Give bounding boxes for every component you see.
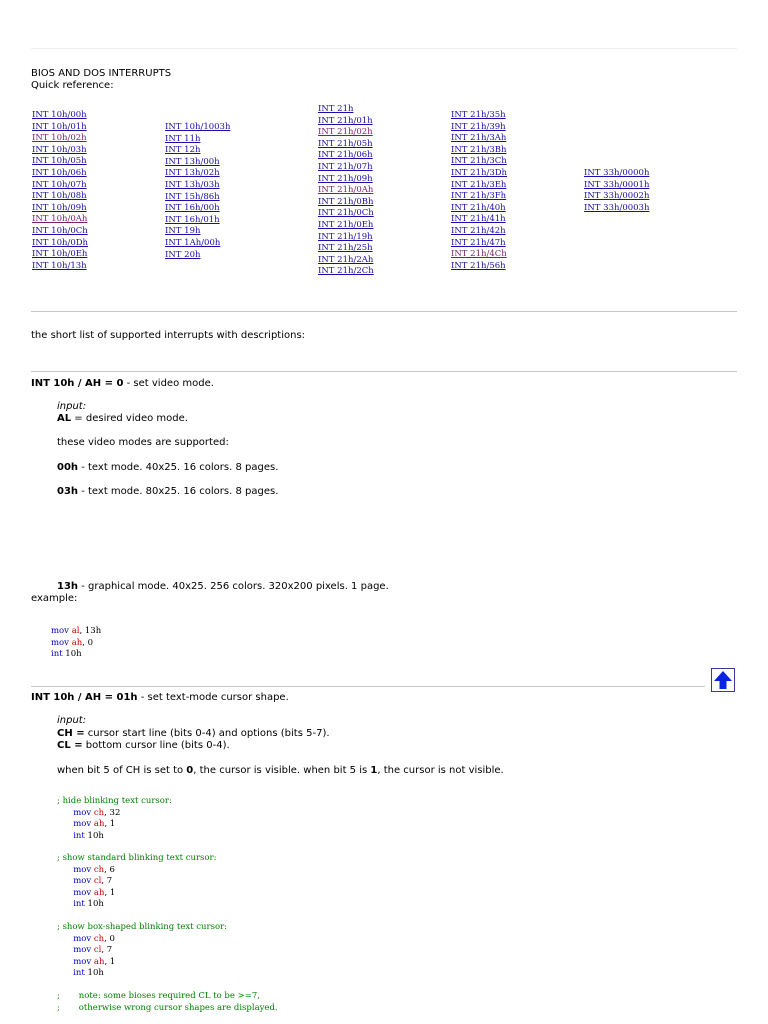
title-text: BIOS AND DOS INTERRUPTS (31, 68, 172, 79)
quickref-col-1 (32, 110, 88, 272)
code-comment: ; hide blinking text cursor: (57, 796, 172, 806)
divider (31, 371, 737, 372)
quickref-link[interactable]: INT 21h/05h (318, 138, 373, 149)
code-kw: int (51, 649, 63, 660)
sec1-example-label: example: (31, 593, 78, 604)
code-kw: int (73, 899, 85, 910)
code-comment: ; show standard blinking text cursor: (57, 853, 217, 863)
mode-00h-text: - text mode. 40x25. 16 colors. 8 pages. (78, 462, 279, 473)
quickref-link[interactable]: INT 21h/0Eh (318, 219, 374, 230)
quickref-link[interactable]: INT 21h/09h (318, 173, 373, 184)
quickref-link[interactable]: INT 19h (165, 226, 201, 237)
sec2-ch-line (57, 728, 330, 739)
back-to-top-button[interactable] (711, 668, 735, 692)
sec2-code-note (57, 991, 278, 1014)
quickref-link[interactable]: INT 21h/3Ch (451, 156, 507, 167)
code-reg: ah (93, 819, 105, 830)
quickref-link[interactable]: INT 21h/19h (318, 231, 373, 242)
subtitle-text: Quick reference: (31, 80, 114, 91)
code-val: 10h (84, 899, 104, 910)
code-kw: mov (73, 956, 92, 967)
quickref-link[interactable]: INT 13h/00h (165, 156, 220, 167)
quickref-link[interactable]: INT 21h/2Ah (318, 254, 374, 265)
code-kw: mov (73, 876, 92, 887)
bit-note-a: when bit 5 of CH is set to (57, 765, 187, 776)
divider (31, 686, 705, 687)
quickref-link[interactable]: INT 21h/3Ah (451, 133, 507, 144)
quickref-link[interactable]: INT 10h/0Dh (32, 237, 89, 248)
mode-00h-bold: 00h (57, 462, 79, 473)
quickref-link[interactable]: INT 33h/0003h (584, 202, 650, 213)
code-val: 10h (84, 968, 104, 979)
code-reg: ah (71, 637, 83, 648)
quickref-link[interactable]: INT 21h/41h (451, 214, 506, 225)
code-kw: mov (73, 819, 92, 830)
sec1-input-label: input: (57, 401, 87, 412)
quickref-link[interactable]: INT 10h/09h (32, 202, 87, 213)
sec2-code-block-3 (57, 922, 227, 980)
quickref-link[interactable]: INT 10h/08h (32, 191, 87, 202)
quickref-link[interactable]: INT 16h/01h (165, 214, 220, 225)
bit-note-c: , the cursor is visible. when bit 5 is (193, 765, 371, 776)
sec1-heading-bold: INT 10h / AH = 0 (31, 378, 124, 389)
sec1-mode-03h (57, 486, 278, 497)
sec2-cl-bold: CL = (57, 740, 83, 751)
quickref-link[interactable]: INT 21h/47h (451, 237, 506, 248)
code-reg: ch (93, 864, 105, 875)
quickref-link[interactable]: INT 1Ah/00h (165, 237, 221, 248)
quickref-link[interactable]: INT 10h/1003h (165, 122, 231, 132)
quickref-link[interactable]: INT 21h/39h (451, 121, 506, 132)
code-reg: ch (93, 807, 105, 818)
code-val: , 0 (104, 933, 115, 944)
quickref-link[interactable]: INT 11h (165, 133, 201, 144)
quickref-link[interactable]: INT 10h/0Ah (32, 214, 88, 225)
quickref-link[interactable]: INT 10h/01h (32, 121, 87, 132)
code-reg: ah (93, 956, 105, 967)
quickref-link[interactable]: INT 21h/3Bh (451, 144, 507, 155)
code-kw: mov (73, 864, 92, 875)
code-kw: mov (51, 626, 69, 636)
quickref-link[interactable]: INT 10h/06h (32, 167, 87, 178)
sec1-heading (31, 378, 214, 389)
bit-note-b2: 1 (370, 765, 378, 776)
quickref-link[interactable]: INT 21h/01h (318, 115, 373, 126)
quickref-link[interactable]: INT 21h/0Ah (318, 185, 374, 196)
code-val: , 1 (104, 887, 116, 898)
code-kw: mov (51, 637, 69, 648)
sec2-ch-bold: CH = (57, 728, 85, 739)
mode-03h-text: - text mode. 80x25. 16 colors. 8 pages. (78, 486, 279, 497)
quickref-col-3 (318, 104, 374, 278)
quickref-link[interactable]: INT 21h/3Dh (451, 167, 508, 178)
quickref-link[interactable]: INT 10h/02h (32, 133, 87, 144)
sec2-code-block-1 (57, 796, 172, 842)
code-kw: mov (73, 945, 92, 956)
code-reg: cl (93, 876, 102, 887)
code-val: , 32 (104, 807, 121, 818)
sec1-supported: these video modes are supported: (57, 437, 229, 448)
quickref-link[interactable]: INT 21h/4Ch (451, 249, 507, 260)
quickref-link[interactable]: INT 12h (165, 145, 201, 156)
quickref-col-5 (584, 168, 649, 214)
quickref-link[interactable]: INT 21h/40h (451, 202, 506, 213)
code-val: 10h (62, 649, 82, 660)
quickref-link[interactable]: INT 33h/0000h (584, 168, 650, 178)
sec2-cl-text: bottom cursor line (bits 0-4). (82, 740, 230, 751)
code-val: , 6 (104, 864, 115, 875)
sec2-input-label: input: (57, 715, 87, 726)
code-val: , 7 (101, 876, 113, 887)
intro-text: the short list of supported interrupts with descriptions: (31, 330, 306, 341)
code-val: , 1 (104, 956, 116, 967)
page-title (31, 68, 171, 92)
code-reg: cl (93, 945, 102, 956)
quickref-link[interactable]: INT 21h/06h (318, 150, 373, 161)
sec2-heading (31, 692, 289, 703)
quickref-link[interactable]: INT 16h/00h (165, 203, 220, 214)
sec1-code-block (51, 626, 101, 661)
quickref-link[interactable]: INT 13h/02h (165, 168, 220, 179)
sec1-heading-text: - set video mode. (123, 378, 214, 389)
mode-13h-text: - graphical mode. 40x25. 256 colors. 320x200 pixels. 1 page. (78, 581, 389, 592)
divider (31, 311, 737, 312)
code-val: , 7 (101, 945, 113, 956)
quickref-link[interactable]: INT 10h/07h (32, 179, 87, 190)
sec1-mode-13h (57, 581, 389, 592)
up-arrow-icon (712, 669, 734, 691)
sec2-heading-bold: INT 10h / AH = 01h (31, 692, 138, 703)
quickref-link[interactable]: INT 21h/2Ch (318, 266, 374, 277)
code-kw: mov (73, 807, 92, 818)
quickref-link[interactable]: INT 21h/3Eh (451, 179, 507, 190)
sec1-al-line (57, 413, 188, 424)
sec1-al-text: = desired video mode. (71, 413, 188, 424)
quickref-link[interactable]: INT 33h/0001h (584, 179, 650, 190)
quickref-link[interactable]: INT 21h/0Ch (318, 208, 374, 219)
quickref-link[interactable]: INT 21h/42h (451, 225, 506, 236)
sec2-heading-text: - set text-mode cursor shape. (137, 692, 289, 703)
code-reg: ah (93, 887, 105, 898)
bit-note-b1: 0 (186, 765, 194, 776)
code-val: , 13h (79, 626, 102, 636)
quickref-link[interactable]: INT 21h (318, 104, 354, 114)
quickref-link[interactable]: INT 21h/56h (451, 260, 506, 271)
quickref-link[interactable]: INT 10h/0Ch (32, 225, 88, 236)
sec2-bit-note (57, 765, 504, 776)
top-divider (31, 48, 737, 49)
quickref-link[interactable]: INT 10h/13h (32, 260, 87, 271)
code-val: , 0 (82, 637, 94, 648)
quickref-link[interactable]: INT 21h/07h (318, 161, 373, 172)
bit-note-d: , the cursor is not visible. (377, 765, 504, 776)
quickref-link[interactable]: INT 33h/0002h (584, 191, 650, 202)
mode-03h-bold: 03h (57, 486, 79, 497)
sec1-mode-00h (57, 462, 278, 473)
quickref-col-4 (451, 110, 507, 272)
sec1-al-bold: AL (57, 413, 72, 424)
code-comment: ; show box-shaped blinking text cursor: (57, 922, 227, 932)
quickref-col-2 (165, 122, 230, 261)
code-reg: ch (93, 933, 105, 944)
quickref-link[interactable]: INT 10h/0Eh (32, 249, 88, 260)
quickref-link[interactable]: INT 21h/3Fh (451, 191, 507, 202)
sec2-ch-text: cursor start line (bits 0-4) and options (bits 5-7). (84, 728, 330, 739)
quickref-link[interactable]: INT 21h/25h (318, 243, 373, 254)
quickref-link[interactable]: INT 10h/03h (32, 144, 87, 155)
quickref-link[interactable]: INT 21h/35h (451, 110, 506, 120)
code-comment: ; note: some bioses required CL to be >=7, (57, 991, 260, 1001)
code-comment: ; otherwise wrong cursor shapes are displayed. (57, 1002, 278, 1013)
sec2-cl-line (57, 740, 230, 751)
quickref-link[interactable]: INT 13h/03h (165, 179, 220, 190)
quickref-link[interactable]: INT 21h/0Bh (318, 196, 374, 207)
code-reg: al (71, 626, 80, 636)
code-kw: int (73, 830, 85, 841)
quickref-link[interactable]: INT 21h/02h (318, 127, 373, 138)
code-val: 10h (84, 830, 104, 841)
code-kw: mov (73, 887, 92, 898)
code-kw: mov (73, 933, 92, 944)
quickref-link[interactable]: INT 20h (165, 249, 201, 260)
code-val: , 1 (104, 819, 116, 830)
mode-13h-bold: 13h (57, 581, 79, 592)
sec2-code-block-2 (57, 853, 216, 911)
quickref-link[interactable]: INT 15h/86h (165, 191, 220, 202)
quickref-link[interactable]: INT 10h/05h (32, 156, 87, 167)
code-kw: int (73, 968, 85, 979)
quickref-link[interactable]: INT 10h/00h (32, 110, 87, 120)
